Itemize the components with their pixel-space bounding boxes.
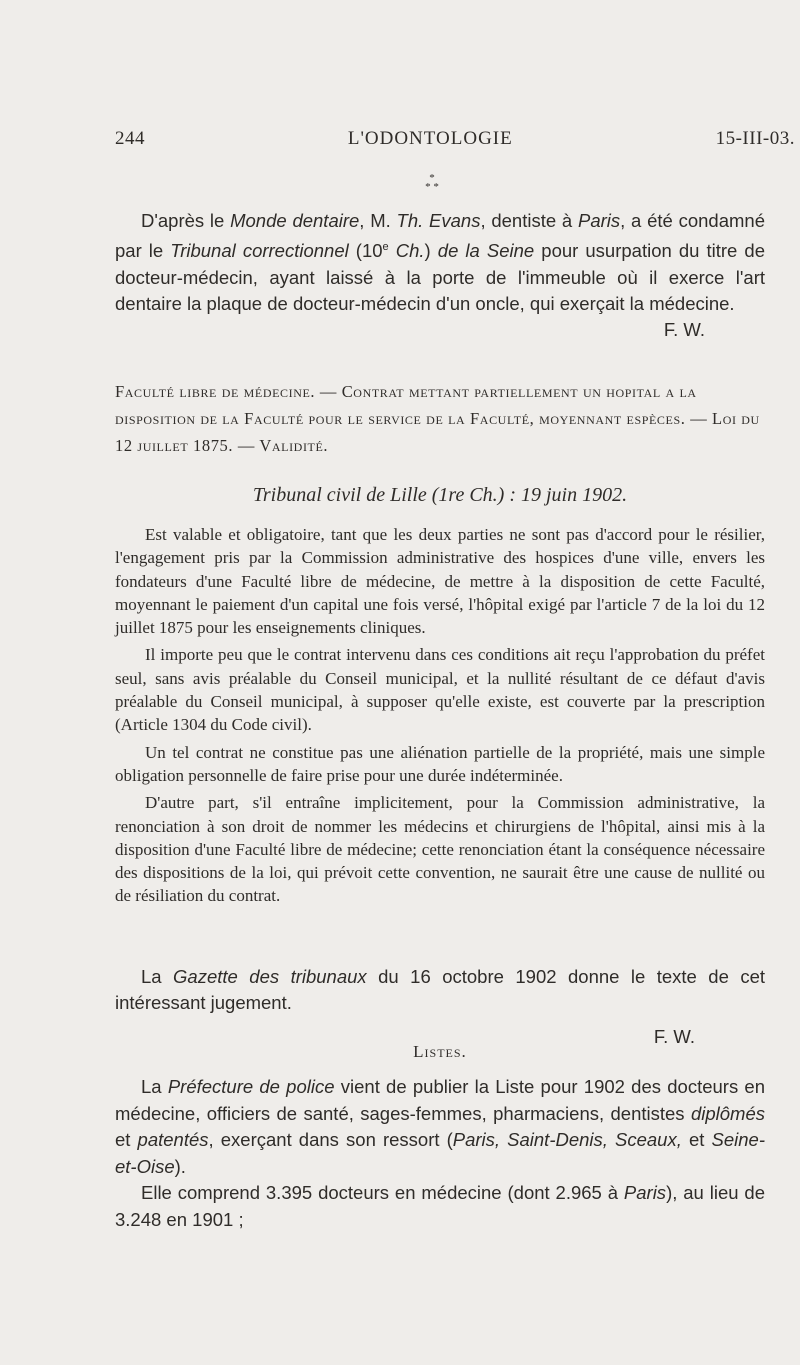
news-paragraph: D'après le Monde dentaire, M. Th. Evans, dentiste à Paris, a été condamné par le Tribunal correctionnel (10e Ch.) de la Seine pour usurpation du titre de docteur-médecin, ayant laissé à la porte de l'immeuble où il exerce l'art dentaire la plaque de docteur-médecin d'un oncle, qui exerçait la médecine. — [115, 210, 765, 315]
gazette-note — [115, 964, 765, 1050]
listes-paragraph: La Préfecture de police vient de publier la Liste pour 1902 des docteurs en médecine, officiers de santé, sages-femmes, pharmaciens, dentistes diplômés et patentés, exerçant dans son ressort (Paris, Saint-Denis, Sceaux, et Seine-et-Oise). — [115, 1076, 765, 1177]
judgment-summary — [115, 523, 765, 912]
asterism-separator — [420, 174, 444, 192]
court-reference: Tribunal civil de Lille (1re Ch.) : 19 juin 1902. — [252, 484, 628, 506]
judgment-paragraph: Un tel contrat ne constitue pas une aliénation partielle de la propriété, mais une simple obligation personnelle de faire prise pour une durée indéterminée. — [115, 742, 765, 785]
signature: F. W. — [663, 319, 705, 341]
page-number: 244 — [115, 128, 145, 149]
section-heading-listes: Listes. — [413, 1042, 467, 1061]
section-heading: Faculté libre de médecine. — Contrat mettant partiellement un hopital a la disposition de la Faculté pour le service de la Faculté, moyennant espèces. — Loi du 12 juillet 1875. — Validité. — [115, 382, 760, 455]
asterism-bottom: * * — [425, 181, 439, 193]
listes-paragraph: Elle comprend 3.395 docteurs en médecine (dont 2.965 à Paris), au lieu de 3.248 en 1901 ; — [115, 1182, 765, 1230]
news-item-evans — [115, 208, 765, 344]
listes-section — [115, 1074, 765, 1233]
issue-date: 15-III-03. — [715, 128, 795, 149]
judgment-paragraph: Est valable et obligatoire, tant que les deux parties ne sont pas d'accord pour le résilier, l'engagement pris par la Commission administrative des hospices d'une ville, envers les fondateurs d'une Faculté libre de médecine, de mettre à la disposition de cette Faculté, moyennant le paiement d'un capital une fois versé, l'hôpital exigé par l'article 7 de la loi du 12 juillet 1875 pour les enseignements cliniques. — [115, 525, 765, 638]
gazette-paragraph: La Gazette des tribunaux du 16 octobre 1902 donne le texte de cet intéressant jugement. — [115, 966, 766, 1013]
running-header — [115, 128, 795, 150]
signature: F. W. — [653, 1026, 695, 1047]
judgment-paragraph: D'autre part, s'il entraîne implicitement, pour la Commission administrative, la renonciation à son droit de nommer les médecins et chirurgiens de l'hôpital, ainsi mis à la disposition d'une Faculté libre de médecine; cette renonciation étant la conséquence nécessaire des dispositions de la loi, qui prévoit cette convention, ne saurait être une cause de nullité ou de résiliation du contrat. — [115, 793, 765, 906]
journal-title: L'ODONTOLOGIE — [347, 128, 513, 149]
judgment-paragraph: Il importe peu que le contrat intervenu dans ces conditions ait reçu l'approbation du préfet seul, sans avis préalable du Conseil municipal, et la nullité résultant de ce défaut d'avis préalable du Conseil municipal, à supposer qu'elle existe, est couverte par la prescription (Article 1304 du Code civil). — [115, 645, 765, 735]
asterism-top: * — [429, 172, 435, 184]
